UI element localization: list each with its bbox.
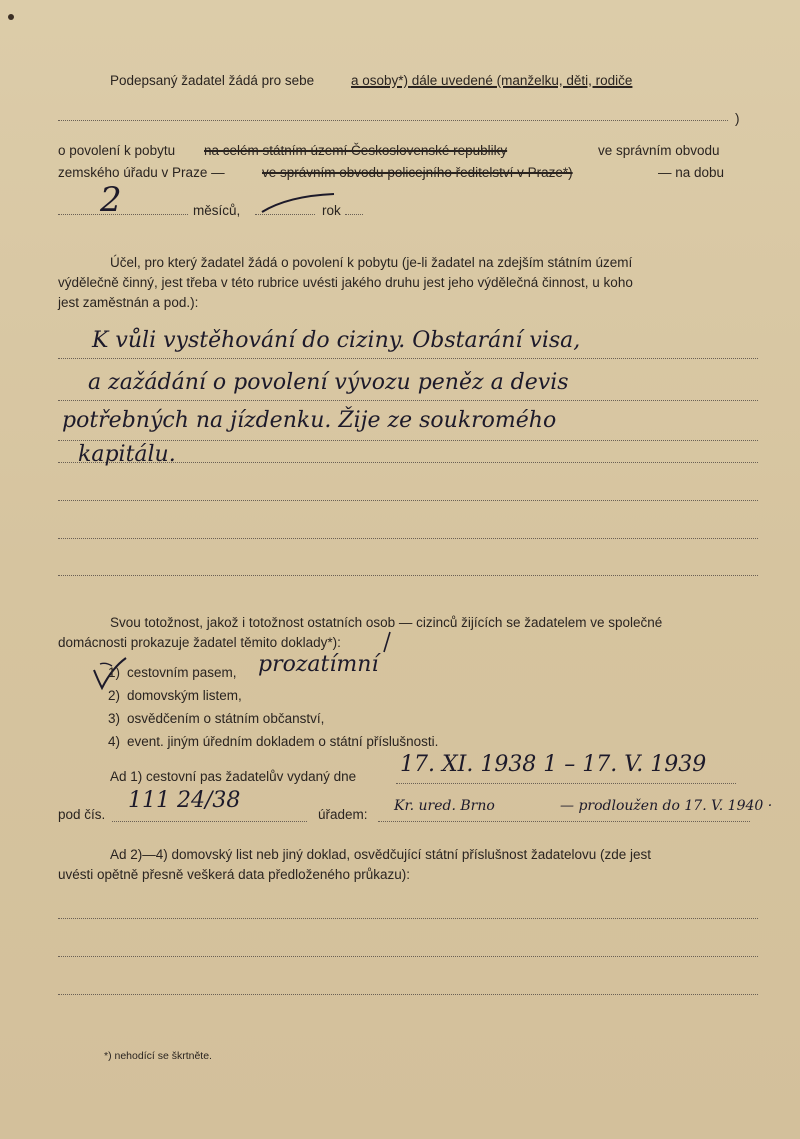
passport-number-line — [112, 821, 307, 822]
passport-date-line — [396, 783, 736, 784]
purpose-handwritten-1: K vůli vystěhování do ciziny. Obstarání visa, — [92, 328, 581, 353]
identity-text-2: domácnosti prokazuje žadatel těmito doklady*): — [58, 635, 341, 650]
staple-hole — [8, 14, 14, 20]
permit-struck-2: ve správním obvodu policejního ředitelství v Praze*) — [262, 165, 573, 180]
domicile-text-2: uvésti opětně přesně veškerá data předloženého průkazu): — [58, 867, 410, 882]
domicile-line-2 — [58, 956, 758, 957]
passport-issued-label: Ad 1) cestovní pas žadatelův vydaný dne — [110, 769, 357, 784]
purpose-handwritten-4: kapitálu. — [78, 442, 176, 467]
passport-handwritten-note: prozatímní — [258, 652, 379, 677]
doc-item-1-label: cestovním pasem, — [127, 665, 237, 680]
doc-item-3-label: osvědčením o státním občanství, — [127, 711, 325, 726]
months-fill-line — [58, 214, 188, 215]
permit-struck-1: na celém státním území Československé republiky — [204, 143, 508, 158]
purpose-line-3 — [58, 440, 758, 441]
doc-item-4-label: event. jiným úředním dokladem o státní příslušnosti. — [127, 734, 439, 749]
purpose-line-7 — [58, 575, 758, 576]
permit-text-4: — na dobu — [658, 165, 725, 180]
permit-text-3: zemského úřadu v Praze — — [58, 165, 225, 180]
permit-text-1: o povolení k pobytu — [58, 143, 176, 158]
passport-extension-handwritten: — prodloužen do 17. V. 1940 · — [560, 798, 773, 814]
doc-item-4-num: 4) — [108, 734, 121, 749]
doc-item-1-num: 1) — [108, 665, 121, 680]
purpose-line-6 — [58, 538, 758, 539]
passport-number-handwritten: 111 24/38 — [128, 788, 241, 813]
header-close-paren: ) — [735, 111, 740, 126]
slash-mark — [380, 630, 394, 654]
header-fill-line — [58, 120, 728, 121]
purpose-text-1: Účel, pro který žadatel žádá o povolení k pobytu (je-li žadatel na zdejším státním území — [110, 255, 633, 270]
purpose-handwritten-3: potřebných na jízdenku. Žije ze soukromého — [62, 408, 557, 433]
months-label: měsíců, — [193, 203, 241, 218]
domicile-line-1 — [58, 918, 758, 919]
years-tail-line — [345, 214, 363, 215]
doc-item-2-num: 2) — [108, 688, 121, 703]
doc-item-3-num: 3) — [108, 711, 121, 726]
doc-item-2-label: domovským listem, — [127, 688, 242, 703]
purpose-line-5 — [58, 500, 758, 501]
purpose-line-1 — [58, 358, 758, 359]
permit-text-2: ve správním obvodu — [598, 143, 720, 158]
identity-text-1: Svou totožnost, jakož i totožnost ostatních osob — cizinců žijících se žadatelem ve společné — [110, 615, 663, 630]
domicile-text-1: Ad 2)—4) domovský list neb jiný doklad, osvědčující státní příslušnost žadatelovu (zde jest — [110, 847, 652, 862]
years-label: rok — [322, 203, 341, 218]
months-handwritten: 2 — [100, 180, 123, 220]
passport-office-line — [378, 821, 750, 822]
header-struck-text: a osoby*) dále uvedené (manželku, děti, rodiče — [351, 73, 633, 88]
footnote: *) nehodící se škrtněte. — [104, 1050, 212, 1062]
purpose-text-2: výdělečně činný, jest třeba v této rubrice uvésti jakého druhu jest jeho výdělečná činnost, u koho — [58, 275, 633, 290]
purpose-handwritten-2: a zažádání o povolení vývozu peněz a devis — [88, 370, 569, 395]
passport-office-label: úřadem: — [318, 807, 368, 822]
purpose-text-3: jest zaměstnán a pod.): — [58, 295, 199, 310]
header-text: Podepsaný žadatel žádá pro sebe — [110, 73, 315, 88]
passport-date-handwritten: 17. XI. 1938 1 – 17. V. 1939 — [400, 752, 707, 777]
passport-number-label: pod čís. — [58, 807, 106, 822]
domicile-line-3 — [58, 994, 758, 995]
purpose-line-2 — [58, 400, 758, 401]
passport-office-handwritten: Kr. ured. Brno — [394, 798, 495, 814]
